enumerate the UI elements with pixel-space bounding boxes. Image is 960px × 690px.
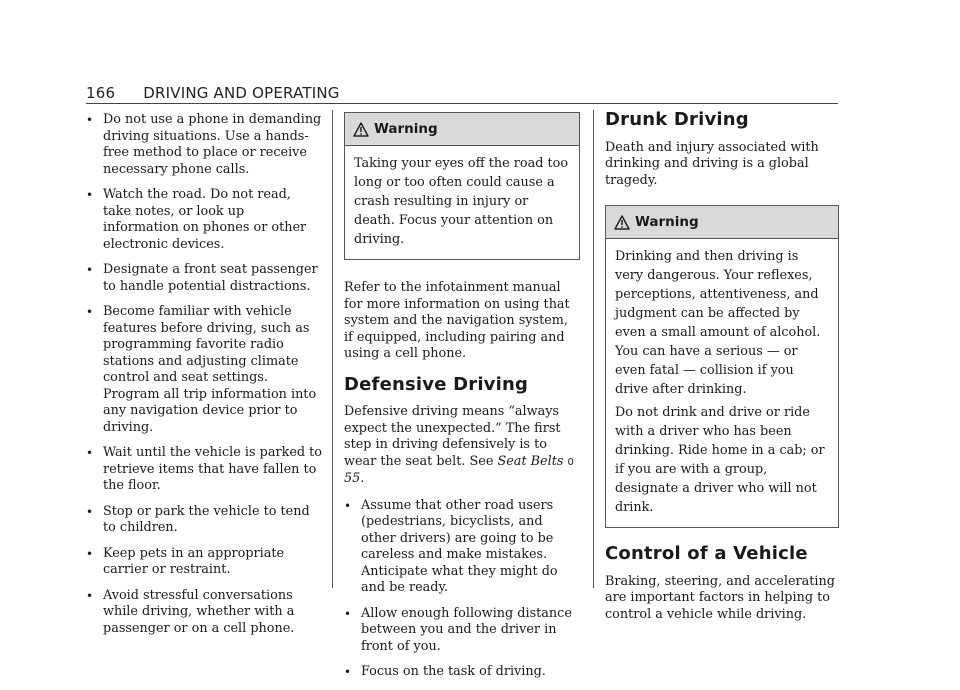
warning-body	[345, 146, 579, 259]
list-item: • Keep pets in an appropriate carrier or restraint.	[86, 545, 285, 577]
header-rule	[86, 103, 838, 104]
warning-title: Warning	[374, 120, 438, 137]
warning-body	[606, 239, 838, 527]
vehicle-control-paragraph: Braking, steering, and accelerating are important factors in helping to control a vehicle while driving.	[605, 573, 835, 622]
bullet-list-2	[344, 498, 580, 681]
drunk-driving-paragraph: Death and injury associated with drinking and driving is a global tragedy.	[605, 139, 819, 188]
list-item: • Stop or park the vehicle to tend to children.	[86, 503, 310, 535]
list-item: • Wait until the vehicle is parked to retrieve items that have fallen to the floor.	[86, 445, 323, 493]
infotainment-paragraph: Refer to the infotainment manual for more information on using that system and the navigation system, if equipped, including pairing and using a cell phone.	[344, 280, 570, 361]
list-item: • Designate a front seat passenger to handle potential distractions.	[86, 262, 318, 294]
warning-text: Do not drink and drive or ride with a driver who has been drinking. Ride home in a cab; or if you are with a group, designate a driver who will not drink.	[615, 405, 825, 515]
list-item: • Do not use a phone in demanding driving situations. Use a hands-free method to place or receive necessary phone calls.	[86, 112, 322, 177]
list-item: • Allow enough following distance between you and the driver in front of you.	[344, 605, 572, 654]
column-3	[605, 109, 839, 633]
column-1	[86, 112, 322, 646]
warning-title: Warning	[635, 213, 699, 230]
warning-header	[345, 113, 579, 146]
page-number: 166	[86, 84, 116, 102]
warning-text: Taking your eyes off the road too long or too often could cause a crash resulting in injury or death. Focus your attention on driving.	[354, 156, 569, 247]
bullet-list-1	[86, 112, 322, 637]
warning-header	[606, 206, 838, 239]
section-heading: Drunk Driving	[605, 109, 749, 130]
warning-triangle-icon	[614, 215, 630, 230]
column-divider-2	[593, 110, 594, 588]
section-heading: Control of a Vehicle	[605, 543, 808, 564]
warning-triangle-icon	[353, 122, 369, 137]
column-divider-1	[332, 110, 333, 588]
list-item: • Avoid stressful conversations while driving, whether with a passenger or on a cell phone.	[86, 587, 295, 636]
warning-box	[605, 205, 839, 528]
list-item: • Become familiar with vehicle features before driving, such as programming favorite radio stations and adjusting climate control and seat settings. Program all trip information into any navigation device prior to driving.	[86, 304, 317, 435]
defensive-driving-paragraph: Defensive driving means “always expect the unexpected.” The first step in driving defensively is to wear the seat belt. See Seat Belts 0 55.	[344, 404, 574, 486]
warning-box	[344, 112, 580, 260]
list-item: • Focus on the task of driving.	[344, 664, 546, 679]
section-title: DRIVING AND OPERATING	[143, 84, 340, 102]
warning-text: Drinking and then driving is very dangerous. Your reflexes, perceptions, attentiveness, and judgment can be affected by even a small amount of alcohol. You can have a serious — or even fatal — collision if you drive after drinking.	[615, 249, 821, 397]
list-item: • Watch the road. Do not read, take notes, or look up information on phones or other electronic devices.	[86, 187, 307, 252]
seat-belts-link[interactable]: Seat Belts 0 55	[344, 453, 574, 486]
page-header	[86, 84, 340, 102]
list-item: • Assume that other road users (pedestrians, bicyclists, and other drivers) are going to be careless and make mistakes. Anticipate what they might do and be ready.	[344, 497, 558, 595]
column-2	[344, 112, 580, 690]
section-heading: Defensive Driving	[344, 373, 529, 395]
